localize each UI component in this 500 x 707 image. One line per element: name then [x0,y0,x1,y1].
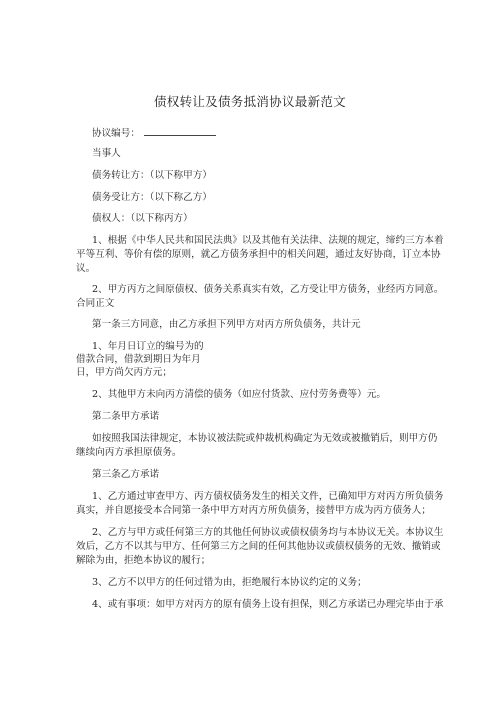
paragraph-1-line-1: 1、根据《中华人民共和国民法典》以及其他有关法律、法规的规定，缔约三方本着 [92,235,444,246]
paragraph-1-line-2: 平等互利、等价有偿的原则，就乙方债务承担中的相关问题，通过友好协商，订立本协 [76,249,441,260]
article-3-item-2-line-1: 2、乙方与甲方或任何第三方的其他任何协议或债权债务均与本协议无关。本协议生 [92,527,444,538]
article-2-heading: 第二条甲方承诺 [92,411,160,422]
agreement-number-label: 协议编号： [92,128,140,139]
agreement-number-line [92,126,216,140]
article-2-line-2: 继续向丙方承担原债务。 [76,447,182,458]
creditor-line: 债权人：（以下称丙方） [92,213,193,224]
article-2-line-1: 如按照我国法律规定，本协议被法院或仲裁机构确定为无效或被撤销后，则甲方仍 [92,433,438,444]
paragraph-1-line-3: 议。 [76,263,96,274]
paragraph-2-line-1: 2、甲方丙方之间原债权、债务关系真实有效，乙方受让甲方债务，业经丙方同意。 [92,284,444,295]
article-1-item-1-line-1: 1、年月日订立的编号为的 [92,341,204,352]
parties-heading: 当事人 [92,148,121,159]
transferor-line: 债务转让方：（以下称甲方） [92,170,212,181]
article-3-item-1-line-2: 真实，并自愿接受本合同第一条中甲方对丙方所负债务，接替甲方成为丙方债务人； [76,505,431,516]
article-3-heading: 第三条乙方承诺 [92,469,160,480]
article-3-item-3: 3、乙方不以甲方的任何过错为由，拒绝履行本协议约定的义务； [92,577,367,588]
article-3-item-1-line-1: 1、乙方通过审查甲方、丙方债权债务发生的相关文件，已确知甲方对丙方所负债务 [92,491,444,502]
article-3-item-2-line-2: 效后，乙方不以其与甲方、任何第三方之间的任何其他协议或债权债务的无效、撤销或 [76,541,441,552]
article-1-item-1-line-2: 借款合同，借款到期日为年月 [76,354,201,365]
article-1-item-1-line-3: 日，甲方尚欠丙方元； [76,367,172,378]
transferee-line: 债务受让方：（以下称乙方） [92,192,212,203]
article-1-item-2: 2、其他甲方未向丙方清偿的债务（如应付货款、应付劳务费等）元。 [92,389,386,400]
document-title: 债权转让及债务抵消协议最新范文 [153,94,346,109]
contract-body-heading: 合同正文 [76,298,115,309]
article-3-item-2-line-3: 解除为由，拒绝本协议的履行； [76,555,211,566]
article-1-heading: 第一条三方同意，由乙方承担下列甲方对丙方所负债务，共计元 [92,319,361,330]
article-3-item-4: 4、或有事项：如甲方对丙方的原有债务上设有担保，则乙方承诺已办理完毕由于承 [92,599,444,610]
agreement-number-blank [144,126,216,136]
